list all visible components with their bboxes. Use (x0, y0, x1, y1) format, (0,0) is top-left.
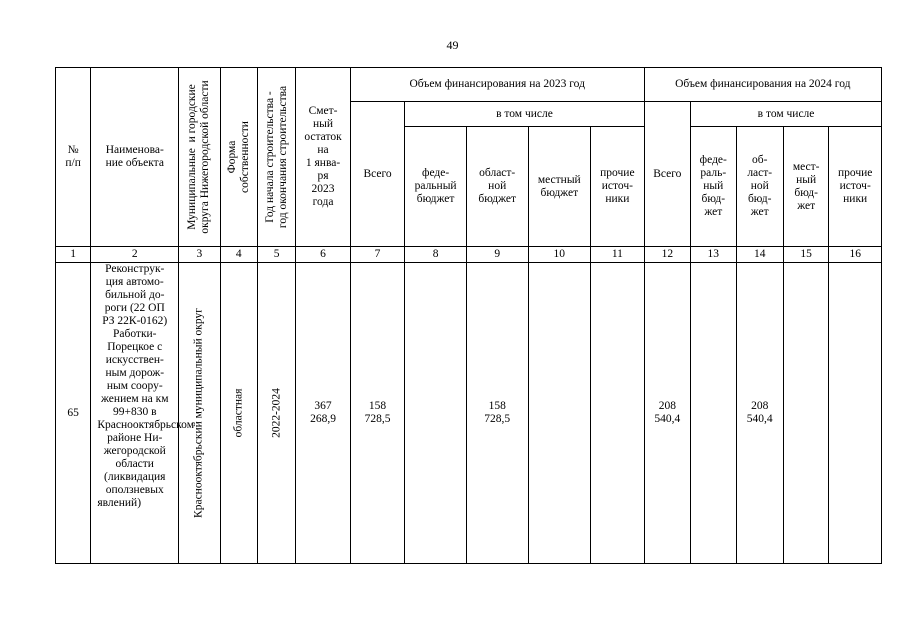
header-total-2024: Всего (644, 102, 690, 247)
header-years (257, 68, 295, 247)
table-row (56, 263, 882, 564)
header-fin-2023: Объем финансирования на 2023 год (350, 68, 644, 102)
column-number: 4 (220, 247, 257, 263)
row-municipality-text: Краснооктябрьский муниципальный округ (192, 308, 205, 518)
header-regional-2024: об- ласт- ной бюд- жет (736, 127, 783, 247)
header-other-2024: прочие источ- ники (829, 127, 882, 247)
header-including-2024: в том числе (691, 102, 882, 127)
header-municipality (179, 68, 220, 247)
row-federal-2024 (691, 263, 736, 564)
column-number: 6 (296, 247, 351, 263)
page-number: 49 (446, 38, 459, 52)
header-total-2023: Всего (350, 102, 405, 247)
header-regional-2023: област- ной бюджет (466, 127, 528, 247)
row-total-2024: 208 540,4 (644, 263, 690, 564)
column-number: 16 (829, 247, 882, 263)
column-number: 8 (405, 247, 467, 263)
row-regional-2023: 158 728,5 (466, 263, 528, 564)
header-remainder: Смет- ный остаток на 1 янва- ря 2023 года (296, 68, 351, 247)
column-number-row (56, 247, 882, 263)
column-number: 2 (91, 247, 179, 263)
column-number: 1 (56, 247, 91, 263)
header-ownership (220, 68, 257, 247)
column-number: 3 (179, 247, 220, 263)
header-no: № п/п (56, 68, 91, 247)
row-local-2023 (528, 263, 591, 564)
row-years (257, 263, 295, 564)
header-local-2023: местный бюджет (528, 127, 591, 247)
header-fin-2024: Объем финансирования на 2024 год (644, 68, 881, 102)
header-including-2023: в том числе (405, 102, 644, 127)
column-number: 9 (466, 247, 528, 263)
column-number: 10 (528, 247, 591, 263)
row-ownership (220, 263, 257, 564)
row-other-2024 (829, 263, 882, 564)
row-remainder: 367 268,9 (296, 263, 351, 564)
row-regional-2024: 208 540,4 (736, 263, 783, 564)
row-municipality (179, 263, 220, 564)
column-number: 14 (736, 247, 783, 263)
header-federal-2023: феде- ральный бюджет (405, 127, 467, 247)
column-number: 5 (257, 247, 295, 263)
row-total-2023: 158 728,5 (350, 263, 405, 564)
row-ownership-text: областная (232, 388, 245, 438)
header-other-2023: прочие источ- ники (591, 127, 645, 247)
header-municipality-text: Муниципальные и городские округа Нижегородской области (186, 80, 212, 234)
column-number: 13 (691, 247, 736, 263)
column-number: 12 (644, 247, 690, 263)
row-no: 65 (56, 263, 91, 564)
header-federal-2024: феде- раль- ный бюд- жет (691, 127, 736, 247)
row-local-2024 (783, 263, 828, 564)
header-local-2024: мест- ный бюд- жет (783, 127, 828, 247)
column-number: 11 (591, 247, 645, 263)
column-number: 15 (783, 247, 828, 263)
header-ownership-text: Форма собственности (225, 121, 251, 193)
financing-table (55, 67, 882, 564)
header-years-text: Год начала строительства - год окончания строительства (263, 85, 289, 229)
row-years-text: 2022-2024 (270, 388, 283, 438)
row-federal-2023 (405, 263, 467, 564)
header-name: Наименова- ние объекта (91, 68, 179, 247)
row-name: Реконструк-ция автомо-бильной до-роги (22 ОП РЗ 22К-0162) Работки-Порецкое с искусствен-ным дорож-ным соору-жением на км 99+830 в Краснооктябрьском районе Ни-жегородской области (ликвидация оползневых явлений) (91, 263, 179, 564)
column-number: 7 (350, 247, 405, 263)
row-other-2023 (591, 263, 645, 564)
